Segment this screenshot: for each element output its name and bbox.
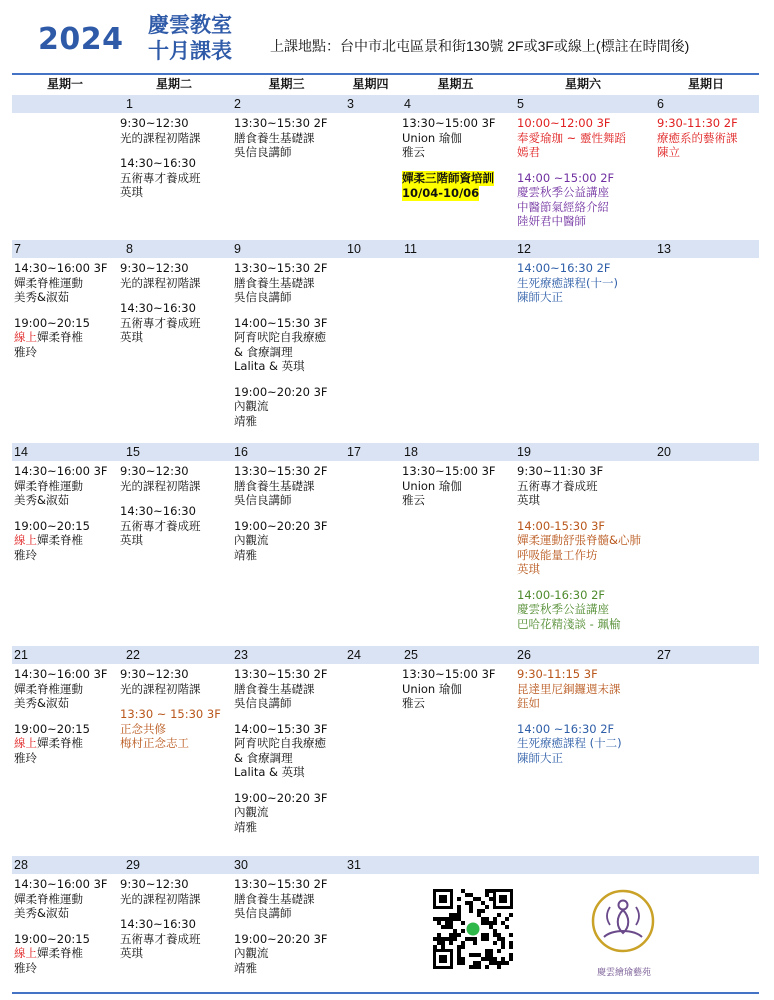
course-name: 膳食養生基礎課 bbox=[234, 478, 315, 493]
date-number: 11 bbox=[404, 242, 417, 256]
bottom-divider bbox=[12, 992, 759, 994]
date-number: 31 bbox=[347, 858, 361, 872]
date-number: 14 bbox=[14, 445, 28, 459]
course-time: 14:30~16:30 bbox=[120, 156, 196, 170]
date-number: 19 bbox=[517, 445, 531, 459]
course-teacher: 英琪 bbox=[120, 946, 143, 960]
course-time: 19:00~20:20 3F bbox=[234, 931, 328, 946]
course-teacher: 光的課程初階課 bbox=[120, 891, 201, 906]
title-line-1: 慶雲教室 bbox=[148, 13, 232, 37]
course-name bbox=[14, 736, 108, 751]
course-time: 9:30~12:30 bbox=[120, 464, 189, 478]
date-number: 26 bbox=[517, 648, 531, 662]
course-entry bbox=[234, 519, 328, 563]
course-teacher: 英琪 bbox=[120, 330, 143, 344]
course-entry bbox=[120, 301, 201, 345]
course-time: 19:00~20:20 3F bbox=[234, 518, 328, 533]
top-divider bbox=[12, 73, 759, 75]
logo-text: 慶雲繪瑜藝苑 bbox=[596, 968, 651, 978]
date-number: 24 bbox=[347, 648, 361, 662]
course-name: 內觀流 bbox=[234, 399, 269, 413]
course-time: 13:30~15:30 2F bbox=[234, 116, 328, 130]
day-cell bbox=[517, 261, 618, 316]
course-name: 生死療癒課程 (十二) bbox=[517, 736, 622, 750]
course-time: 14:30~16:00 3F bbox=[14, 667, 108, 681]
course-teacher: 靖雅 bbox=[234, 547, 257, 562]
course-entry bbox=[120, 464, 201, 493]
weekday-header: 星期二 bbox=[155, 77, 192, 91]
date-number: 16 bbox=[234, 445, 248, 459]
year-title: 2024 bbox=[38, 22, 124, 57]
course-teacher: 鈺如 bbox=[517, 696, 540, 710]
date-number: 22 bbox=[126, 648, 140, 662]
course-name-text: 嬋柔脊椎 bbox=[37, 946, 83, 960]
week-date-bar bbox=[12, 95, 759, 113]
course-entry bbox=[234, 116, 328, 160]
course-time: 13:30~15:30 2F bbox=[234, 667, 328, 681]
date-number: 4 bbox=[404, 97, 411, 111]
course-teacher: 陳立 bbox=[657, 145, 680, 159]
week-date-bar bbox=[12, 646, 759, 664]
course-name: Union 瑜伽 bbox=[402, 478, 462, 493]
date-number: 23 bbox=[234, 648, 248, 662]
course-name: 五術專才養成班 bbox=[120, 315, 201, 330]
course-name: 奉愛瑜珈 ~ 靈性舞蹈 bbox=[517, 130, 626, 145]
course-name: 昆達里尼銅鑼週末課 bbox=[517, 681, 621, 696]
day-cell bbox=[14, 464, 108, 573]
course-time: 19:00~20:15 bbox=[14, 721, 90, 736]
course-entry bbox=[120, 504, 201, 548]
course-time: 9:30~12:30 bbox=[120, 667, 189, 681]
course-time: 14:00 ~15:00 2F bbox=[517, 170, 615, 185]
course-name: & 食療調理 bbox=[234, 750, 293, 765]
course-name: 膳食養生基礎課 bbox=[234, 681, 315, 696]
day-cell bbox=[517, 116, 626, 240]
course-entry bbox=[402, 667, 496, 711]
date-number: 17 bbox=[347, 445, 361, 459]
course-teacher: 光的課程初階課 bbox=[120, 478, 201, 493]
course-name: 嬋柔脊椎運動 bbox=[14, 275, 83, 290]
course-name: 阿育吠陀自我療癒 bbox=[234, 330, 326, 344]
course-teacher: 靖雅 bbox=[234, 960, 257, 975]
date-number: 18 bbox=[404, 445, 418, 459]
course-teacher: 陳師大正 bbox=[517, 290, 563, 304]
qr-code-icon bbox=[432, 888, 514, 970]
course-time: 14:30~16:30 bbox=[120, 301, 196, 315]
course-teacher: 英琪 bbox=[517, 562, 540, 576]
online-tag: 線上 bbox=[14, 533, 37, 547]
course-time: 9:30-11:30 2F bbox=[657, 116, 738, 130]
course-entry bbox=[234, 464, 328, 508]
course-teacher: 雅玲 bbox=[14, 547, 37, 562]
day-cell bbox=[234, 261, 328, 439]
date-number: 1 bbox=[126, 97, 133, 111]
day-cell bbox=[402, 667, 496, 722]
day-cell bbox=[234, 464, 328, 573]
day-cell bbox=[234, 116, 328, 171]
course-entry bbox=[517, 116, 626, 160]
course-time: 19:00~20:20 3F bbox=[234, 384, 328, 399]
date-number: 20 bbox=[657, 445, 671, 459]
course-entry bbox=[234, 316, 328, 374]
course-name: 嬋柔脊椎運動 bbox=[14, 891, 83, 906]
day-cell bbox=[120, 877, 201, 972]
online-tag: 線上 bbox=[14, 946, 37, 960]
course-teacher: 吳信良講師 bbox=[234, 696, 292, 710]
day-cell bbox=[120, 464, 201, 559]
course-entry bbox=[14, 877, 108, 921]
day-cell bbox=[14, 877, 108, 986]
course-entry bbox=[120, 156, 201, 200]
course-name bbox=[14, 330, 108, 345]
meditation-logo-icon bbox=[580, 885, 666, 977]
course-time: 13:30 ~ 15:30 3F bbox=[120, 707, 221, 721]
course-name-text: 嬋柔脊椎 bbox=[37, 736, 83, 750]
course-entry bbox=[120, 877, 201, 906]
date-number: 29 bbox=[126, 858, 140, 872]
course-entry bbox=[120, 261, 201, 290]
week-date-bar bbox=[12, 443, 759, 461]
highlighted-note: 嬋柔三階師資培訓 bbox=[402, 170, 494, 185]
date-number: 27 bbox=[657, 648, 671, 662]
course-name: 嬋柔脊椎運動 bbox=[14, 478, 83, 493]
course-teacher: 光的課程初階課 bbox=[120, 681, 201, 696]
course-entry bbox=[234, 791, 328, 835]
day-cell bbox=[402, 464, 496, 519]
day-cell bbox=[517, 464, 641, 642]
course-teacher: 陸妍君中醫師 bbox=[517, 214, 586, 228]
day-cell bbox=[14, 261, 108, 370]
day-cell bbox=[14, 667, 108, 776]
day-cell bbox=[120, 261, 201, 356]
day-cell bbox=[234, 877, 328, 986]
course-entry bbox=[517, 261, 618, 305]
week-date-bar bbox=[12, 240, 759, 258]
course-entry bbox=[234, 877, 328, 921]
day-cell bbox=[402, 116, 496, 212]
course-teacher: 雅云 bbox=[402, 696, 425, 710]
course-time: 14:30~16:00 3F bbox=[14, 877, 108, 891]
course-name: 五術專才養成班 bbox=[517, 478, 598, 493]
course-teacher: 雅云 bbox=[402, 493, 425, 507]
course-time: 19:00~20:15 bbox=[14, 315, 90, 330]
course-name: 內觀流 bbox=[234, 533, 269, 547]
course-time: 14:00~15:30 3F bbox=[234, 721, 328, 736]
weekday-header: 星期三 bbox=[268, 77, 305, 91]
date-number: 25 bbox=[404, 648, 418, 662]
course-time: 19:00~20:20 3F bbox=[234, 790, 328, 805]
location-text: 上課地點：台中市北屯區景和街130號 2F或3F或線上(標註在時間後) bbox=[270, 38, 690, 54]
course-name: 中醫節氣經絡介紹 bbox=[517, 199, 609, 214]
course-name: 療癒系的藝術課 bbox=[657, 130, 738, 145]
course-entry bbox=[14, 932, 108, 976]
weekday-header: 星期五 bbox=[437, 77, 474, 91]
weekday-header: 星期六 bbox=[564, 77, 601, 91]
course-time: 9:30-11:15 3F bbox=[517, 667, 598, 681]
course-entry bbox=[402, 116, 496, 160]
course-time: 13:30~15:30 2F bbox=[234, 464, 328, 478]
course-time: 14:00~15:30 3F bbox=[234, 315, 328, 330]
course-time: 14:00-15:30 3F bbox=[517, 518, 606, 533]
course-time: 19:00~20:15 bbox=[14, 518, 90, 533]
course-name: 正念共修 bbox=[120, 721, 166, 736]
course-entry bbox=[234, 667, 328, 711]
course-time: 13:30~15:00 3F bbox=[402, 464, 496, 478]
course-name bbox=[14, 946, 108, 961]
weekday-header-row bbox=[12, 76, 759, 93]
course-name: 生死療癒課程(十一) bbox=[517, 275, 618, 290]
course-name: 阿育吠陀自我療癒 bbox=[234, 736, 326, 750]
weekday-header: 星期四 bbox=[352, 77, 389, 91]
course-teacher: Lalita & 英琪 bbox=[234, 359, 305, 373]
course-teacher: 嫣君 bbox=[517, 145, 540, 159]
course-name: 膳食養生基礎課 bbox=[234, 275, 315, 290]
course-time: 10:00~12:00 3F bbox=[517, 116, 611, 130]
week-date-bar bbox=[12, 856, 759, 874]
course-teacher: 巴哈花精淺談 - 珮榆 bbox=[517, 616, 621, 631]
course-teacher: Lalita & 英琪 bbox=[234, 765, 305, 779]
course-time: 14:30~16:30 bbox=[120, 504, 196, 518]
course-entry bbox=[14, 316, 108, 360]
course-name: 內觀流 bbox=[234, 946, 269, 960]
course-entry bbox=[120, 917, 201, 961]
course-teacher: 光的課程初階課 bbox=[120, 275, 201, 290]
course-name: 呼吸能量工作坊 bbox=[517, 547, 598, 562]
day-cell bbox=[234, 667, 328, 845]
course-entry bbox=[402, 171, 496, 201]
date-number: 7 bbox=[14, 242, 21, 256]
day-cell bbox=[657, 116, 738, 171]
highlight-line bbox=[402, 186, 496, 201]
course-entry bbox=[120, 667, 221, 696]
course-entry bbox=[234, 385, 328, 429]
date-number: 28 bbox=[14, 858, 28, 872]
course-time: 14:30~16:00 3F bbox=[14, 464, 108, 478]
date-number: 12 bbox=[517, 242, 531, 256]
course-time: 9:30~12:30 bbox=[120, 116, 189, 130]
weekday-header: 星期一 bbox=[46, 77, 83, 91]
course-entry bbox=[517, 588, 641, 632]
course-teacher: 美秀&淑茹 bbox=[14, 906, 69, 920]
course-entry bbox=[517, 464, 641, 508]
highlighted-note: 10/04-10/06 bbox=[402, 185, 480, 200]
course-time: 9:30~11:30 3F bbox=[517, 464, 604, 478]
course-teacher: 吳信良講師 bbox=[234, 493, 292, 507]
date-number: 30 bbox=[234, 858, 248, 872]
course-time: 14:00~16:30 2F bbox=[517, 261, 611, 275]
date-number: 8 bbox=[126, 242, 133, 256]
course-teacher: 梅村正念志工 bbox=[120, 736, 189, 750]
course-name: Union 瑜伽 bbox=[402, 130, 462, 145]
course-name: 嬋柔運動舒張脊髓&心肺 bbox=[517, 533, 641, 547]
highlight-line bbox=[402, 171, 496, 186]
course-time: 13:30~15:00 3F bbox=[402, 116, 496, 130]
title-line-2: 十月課表 bbox=[148, 39, 232, 63]
course-entry bbox=[14, 722, 108, 766]
date-number: 21 bbox=[14, 648, 28, 662]
course-teacher: 美秀&淑茹 bbox=[14, 290, 69, 304]
course-teacher: 雅玲 bbox=[14, 344, 37, 359]
course-name: 膳食養生基礎課 bbox=[234, 891, 315, 906]
day-cell bbox=[120, 667, 221, 762]
course-teacher: 英琪 bbox=[120, 185, 143, 199]
date-number: 5 bbox=[517, 97, 524, 111]
course-entry bbox=[14, 464, 108, 508]
course-name: 嬋柔脊椎運動 bbox=[14, 681, 83, 696]
course-time: 19:00~20:15 bbox=[14, 931, 90, 946]
course-entry bbox=[120, 707, 221, 751]
course-teacher: 吳信良講師 bbox=[234, 906, 292, 920]
course-entry bbox=[234, 261, 328, 305]
course-teacher: 靖雅 bbox=[234, 819, 257, 834]
course-teacher: 靖雅 bbox=[234, 413, 257, 428]
course-name: & 食療調理 bbox=[234, 344, 293, 359]
course-name: 慶雲秋季公益講座 bbox=[517, 602, 609, 616]
date-number: 2 bbox=[234, 97, 241, 111]
course-entry bbox=[120, 116, 201, 145]
course-teacher: 雅玲 bbox=[14, 960, 37, 975]
course-time: 14:30~16:30 bbox=[120, 917, 196, 931]
course-teacher: 雅玲 bbox=[14, 750, 37, 765]
course-entry bbox=[14, 519, 108, 563]
date-number: 6 bbox=[657, 97, 664, 111]
course-time: 13:30~15:30 2F bbox=[234, 261, 328, 275]
course-name: 慶雲秋季公益講座 bbox=[517, 185, 609, 199]
course-teacher: 雅云 bbox=[402, 145, 425, 159]
course-teacher: 吳信良講師 bbox=[234, 290, 292, 304]
course-name: 膳食養生基礎課 bbox=[234, 130, 315, 145]
weekday-header: 星期日 bbox=[687, 77, 724, 91]
course-entry bbox=[234, 932, 328, 976]
course-entry bbox=[234, 722, 328, 780]
day-cell bbox=[517, 667, 622, 776]
course-time: 9:30~12:30 bbox=[120, 261, 189, 275]
course-name: 五術專才養成班 bbox=[120, 518, 201, 533]
date-number: 15 bbox=[126, 445, 140, 459]
page-title bbox=[148, 12, 232, 64]
date-number: 9 bbox=[234, 242, 241, 256]
course-name: 五術專才養成班 bbox=[120, 931, 201, 946]
course-entry bbox=[517, 722, 622, 766]
course-entry bbox=[402, 464, 496, 508]
date-number: 10 bbox=[347, 242, 361, 256]
course-time: 13:30~15:00 3F bbox=[402, 667, 496, 681]
course-name: Union 瑜伽 bbox=[402, 681, 462, 696]
course-name: 五術專才養成班 bbox=[120, 170, 201, 185]
course-teacher: 美秀&淑茹 bbox=[14, 696, 69, 710]
course-entry bbox=[517, 667, 622, 711]
course-entry bbox=[517, 171, 626, 229]
course-entry bbox=[14, 261, 108, 305]
date-number: 3 bbox=[347, 97, 354, 111]
course-entry bbox=[14, 667, 108, 711]
day-cell bbox=[120, 116, 201, 211]
course-teacher: 光的課程初階課 bbox=[120, 130, 201, 145]
course-time: 14:30~16:00 3F bbox=[14, 261, 108, 275]
course-teacher: 英琪 bbox=[120, 533, 143, 547]
course-entry bbox=[657, 116, 738, 160]
online-tag: 線上 bbox=[14, 736, 37, 750]
course-teacher: 美秀&淑茹 bbox=[14, 493, 69, 507]
date-number: 13 bbox=[657, 242, 671, 256]
course-teacher: 陳師大正 bbox=[517, 750, 563, 765]
course-time: 13:30~15:30 2F bbox=[234, 877, 328, 891]
course-time: 14:00-16:30 2F bbox=[517, 587, 606, 602]
course-name-text: 嬋柔脊椎 bbox=[37, 533, 83, 547]
course-entry bbox=[517, 519, 641, 577]
course-name: 內觀流 bbox=[234, 805, 269, 819]
course-time: 14:00 ~16:30 2F bbox=[517, 721, 615, 736]
course-name bbox=[14, 533, 108, 548]
course-teacher: 英琪 bbox=[517, 493, 540, 507]
course-name-text: 嬋柔脊椎 bbox=[37, 330, 83, 344]
course-time: 9:30~12:30 bbox=[120, 877, 189, 891]
online-tag: 線上 bbox=[14, 330, 37, 344]
course-teacher: 吳信良講師 bbox=[234, 145, 292, 159]
